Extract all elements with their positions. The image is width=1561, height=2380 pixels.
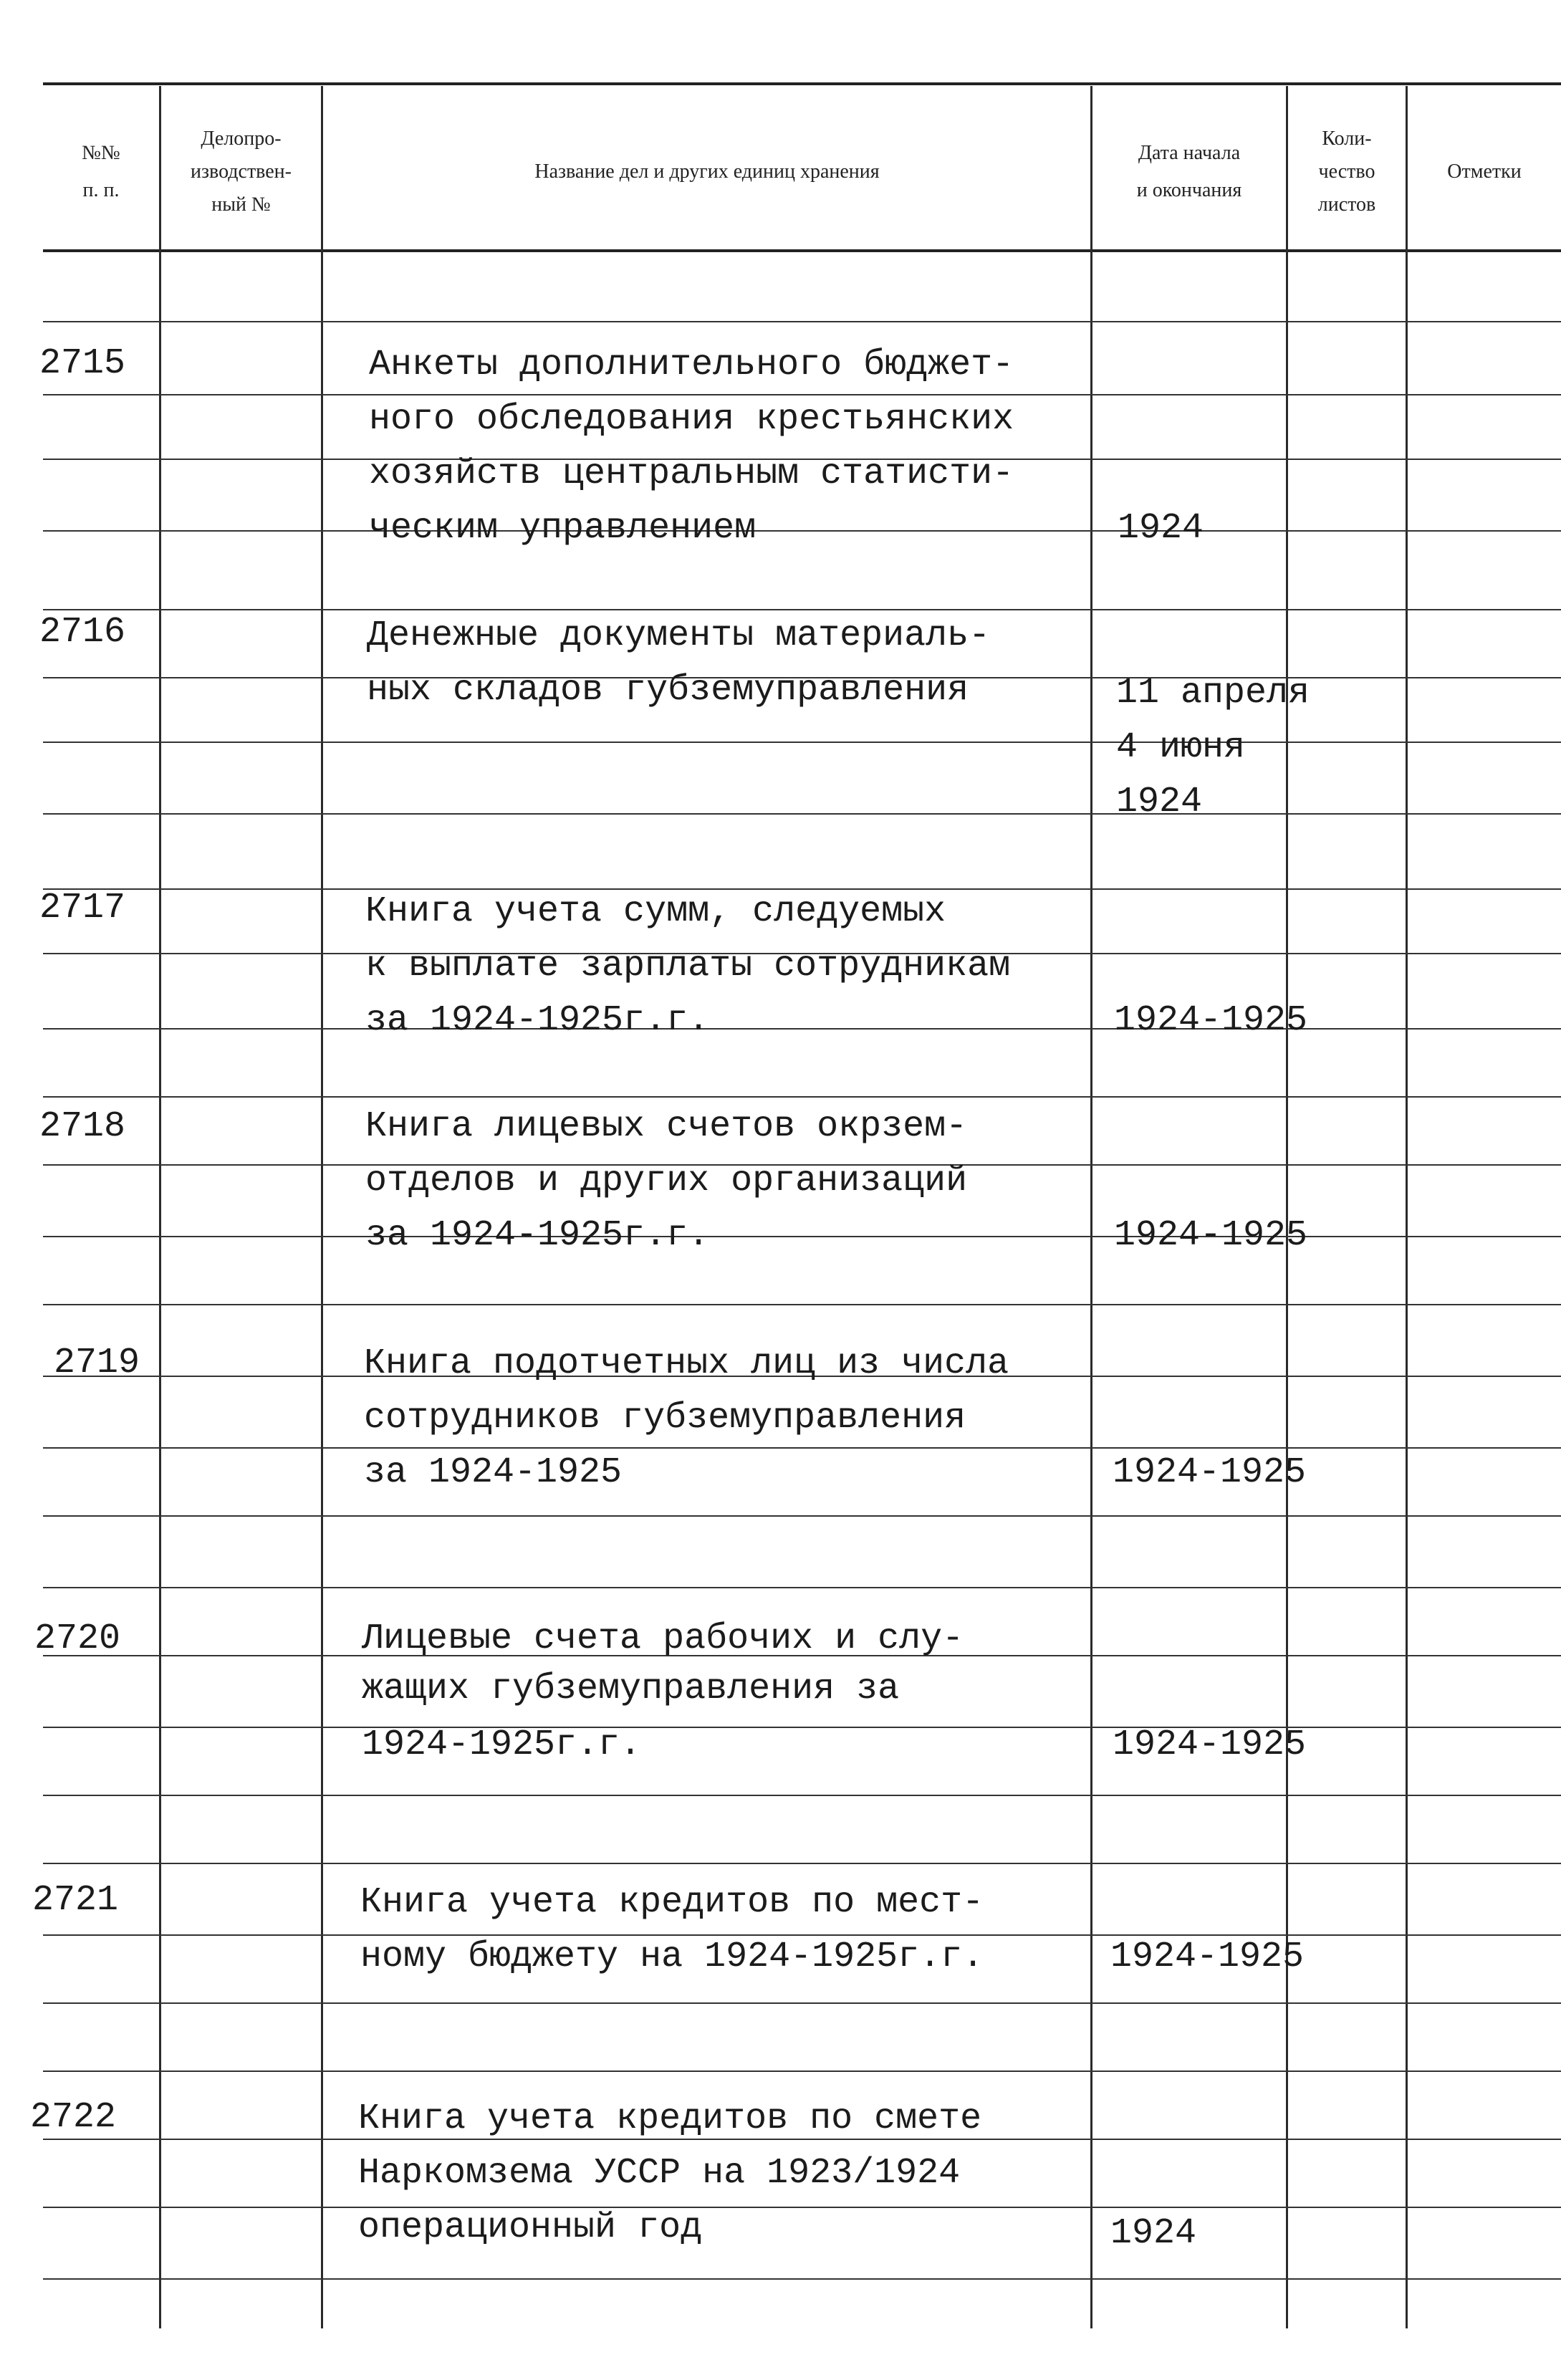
header-dates-line-2: и окончания [1136,179,1242,201]
header-office-line-1: Делопро- [201,128,282,150]
header-office-number [161,100,321,244]
record-title-line: Лицевые счета рабочих и слу- [362,1618,964,1659]
record-title-line: за 1924-1925г.г. [365,1215,710,1256]
header-dates [1092,107,1286,236]
ruled-line [43,1304,1561,1305]
record-title-line: за 1924-1925г.г. [365,1000,710,1041]
ruled-line [43,2070,1561,2072]
record-title-line: отделов и других организаций [365,1161,968,1201]
record-title-line: сотрудников губземуправления [364,1398,966,1439]
record-title-line: ному бюджету на 1924-1925г.г. [360,1937,984,1977]
record-date: 1924 [1110,2213,1197,2254]
header-title-text: Название дел и других единиц хранения [534,160,880,183]
ruled-line [43,2002,1561,2004]
ruled-line [43,2278,1561,2280]
record-date: 1924-1925 [1114,1000,1308,1041]
record-date: 1924 [1118,508,1204,549]
record-title-line: к выплате зарплаты сотрудникам [365,946,1011,987]
record-date: 1924-1925 [1114,1215,1308,1256]
column-divider-3 [1090,86,1092,2328]
header-sheets-line-2: чество [1318,160,1375,183]
record-date: 1924-1925 [1110,1937,1305,1977]
header-number [43,107,159,236]
record-number: 2719 [54,1343,140,1383]
record-number: 2720 [34,1618,121,1659]
record-date: 4 июня [1116,727,1246,768]
record-title-line: ного обследования крестьянских [369,399,1014,440]
header-title [324,107,1090,236]
record-title-line: 1924-1925г.г. [362,1724,642,1765]
record-title-line: ных складов губземуправления [367,670,969,711]
ruled-line [43,321,1561,322]
record-title-line: за 1924-1925 [364,1452,623,1493]
record-title-line: Денежные документы материаль- [367,615,991,656]
header-notes-text: Отметки [1447,160,1522,183]
record-number: 2721 [32,1880,119,1921]
header-number-line-1: №№ [82,142,120,164]
record-number: 2718 [39,1106,126,1147]
record-title-line: Книга учета кредитов по смете [358,2098,982,2139]
record-number: 2716 [39,612,126,653]
record-date: 11 апреля [1116,673,1310,714]
record-number: 2717 [39,888,126,929]
record-number: 2715 [39,343,126,384]
header-sheets-line-3: листов [1317,193,1376,216]
record-title-line: ческим управлением [369,508,757,549]
header-number-line-2: п. п. [82,179,120,201]
record-title-line: Анкеты дополнительного бюджет- [369,345,1014,385]
ruled-line [43,1587,1561,1588]
ruled-line [43,1863,1561,1864]
ruled-line [43,1795,1561,1796]
ruled-line [43,1096,1561,1098]
header-office-line-3: ный № [211,193,271,216]
column-divider-1 [159,86,161,2328]
record-title-line: Книга учета сумм, следуемых [365,891,946,932]
record-date: 1924 [1116,782,1203,822]
header-dates-line-1: Дата начала [1138,142,1241,164]
record-date: 1924-1925 [1113,1452,1307,1493]
record-title-line: Книга подотчетных лиц из числа [364,1343,1009,1384]
top-rule [43,82,1561,85]
column-divider-4 [1286,86,1288,2328]
header-notes [1408,107,1561,236]
record-title-line: Книга учета кредитов по мест- [360,1882,984,1923]
header-bottom-rule [43,249,1561,252]
ruled-line [43,1515,1561,1517]
header-sheets-line-1: Коли- [1322,128,1372,150]
header-sheets [1288,104,1406,240]
record-number: 2722 [30,2097,117,2138]
record-title-line: жащих губземуправления за [362,1669,900,1709]
record-title-line: хозяйств центральным статисти- [369,454,1014,494]
column-divider-2 [321,86,323,2328]
header-office-line-2: изводствен- [191,160,292,183]
record-date: 1924-1925 [1113,1724,1307,1765]
record-title-line: операционный год [358,2207,703,2248]
record-title-line: Книга лицевых счетов окрзем- [365,1106,968,1147]
record-title-line: Наркомзема УССР на 1923/1924 [358,2153,961,2194]
column-divider-5 [1406,86,1408,2328]
